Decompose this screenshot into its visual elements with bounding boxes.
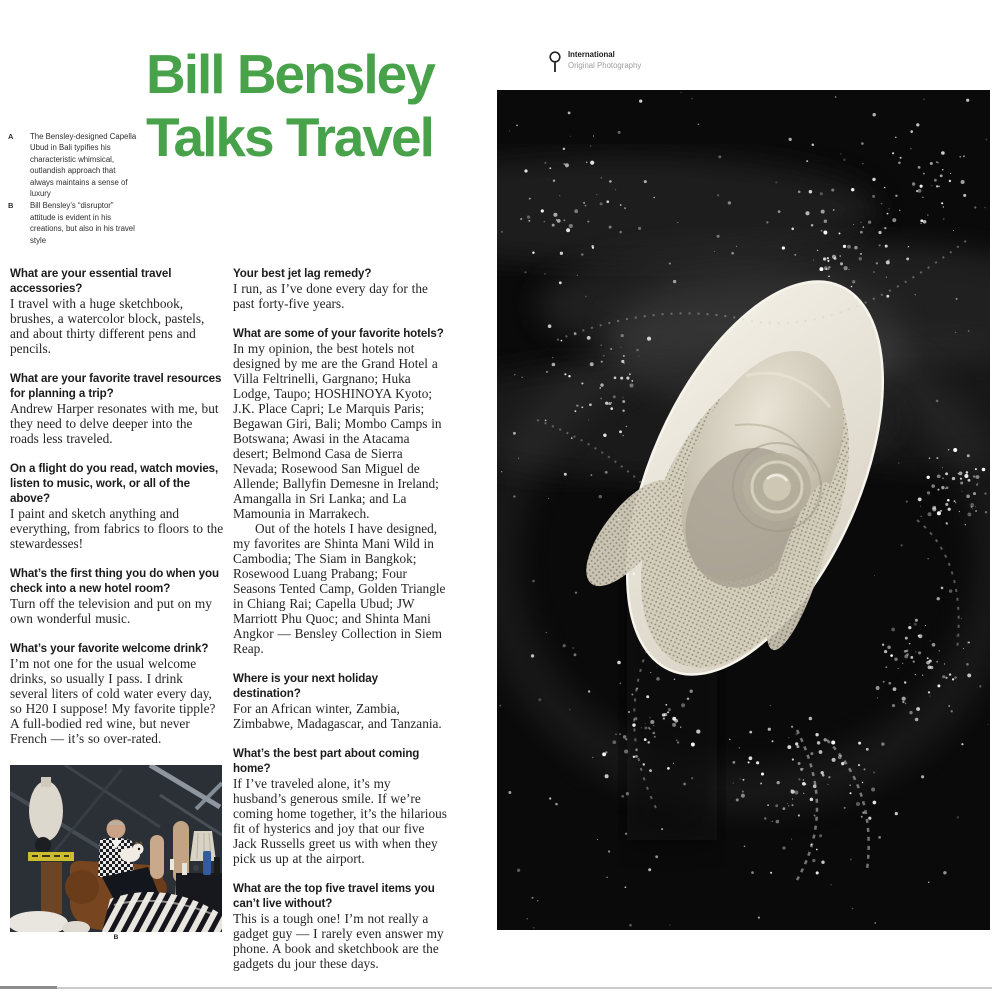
- answer-text: If I’ve traveled alone, it’s my husband’s generous smile. If we’re coming home together, it’s the hilarious fit of hysterics and joy that our five Jack Russells greet us with when they pick us up at the airport.: [233, 776, 447, 866]
- qa-block: [10, 371, 224, 446]
- question-text: What’s the first thing you do when you check into a new hotel room?: [10, 567, 219, 595]
- answer-text: For an African winter, Zambia, Zimbabwe, Madagascar, and Tanzania.: [233, 701, 442, 731]
- studio-portrait-photo: [10, 765, 222, 941]
- caption-text-b: Bill Bensley’s “disruptor” attitude is evident in his creations, but also in his travel style: [30, 201, 135, 245]
- bathtub-photo: [497, 90, 990, 930]
- caption-marker-b: B: [8, 201, 14, 211]
- question-text: What’s the best part about coming home?: [233, 747, 420, 775]
- question-text: Your best jet lag remedy?: [233, 267, 372, 280]
- header-sublabel: Original Photography: [568, 60, 642, 70]
- page-title-line2: Talks Travel: [146, 106, 433, 168]
- reading-progress-fill[interactable]: [0, 986, 57, 989]
- qa-block: [10, 266, 224, 356]
- answer-text: In my opinion, the best hotels not designed by me are the Grand Hotel a Villa Feltrinelli, Gargnano; Huka Lodge, Taupo; HOSHINOYA Kyoto; J.K. Place Capri; Le Marquis Paris; Begawan Giri, Bali; Mombo Camps in Botswana; Awasi in the Atacama desert; Belmond Casa de Sierra Nevada; Rosewood San Miguel de Allende; Ballyfin Demesne in Ireland; Amangalla in Sri Lanka; and La Mamounia in Marrakech.: [233, 341, 442, 521]
- question-text: What are your favorite travel resources for planning a trip?: [10, 372, 222, 400]
- location-pin-icon: [549, 51, 561, 76]
- qa-column-2: [233, 266, 447, 986]
- caption-text-a: The Bensley-designed Capella Ubud in Bali typifies his characteristic whimsical, outlandish approach that always maintains a sense of luxury: [30, 132, 137, 199]
- header-labels: [568, 50, 641, 71]
- caption-item-b: [8, 200, 140, 246]
- qa-block: [233, 326, 447, 656]
- answer-text: Andrew Harper resonates with me, but they need to delve deeper into the roads less traveled.: [10, 401, 219, 446]
- qa-block: [233, 671, 447, 731]
- page-title-line1: Bill Bensley: [146, 43, 434, 105]
- bathtub-image: [497, 90, 990, 930]
- caption-marker-a: A: [8, 132, 14, 141]
- question-text: What are the top five travel items you can’t live without?: [233, 882, 435, 910]
- answer-text: I run, as I’ve done every day for the past forty-five years.: [233, 281, 428, 311]
- question-text: What are some of your favorite hotels?: [233, 327, 444, 340]
- reading-progress-bar[interactable]: [0, 987, 992, 989]
- question-text: What are your essential travel accessories?: [10, 267, 172, 295]
- answer-text: I travel with a huge sketchbook, brushes, a watercolor block, pastels, and about thirty different pens and pencils.: [10, 296, 205, 356]
- qa-column-1: [10, 266, 224, 761]
- question-text: On a flight do you read, watch movies, listen to music, work, or all of the above?: [10, 462, 219, 505]
- qa-block: [233, 266, 447, 311]
- qa-block: [10, 461, 224, 551]
- qa-block: [10, 641, 224, 746]
- question-text: Where is your next holiday destination?: [233, 672, 378, 700]
- answer-text: I paint and sketch anything and everything, from fabrics to floors to the stewardesses!: [10, 506, 224, 551]
- caption-item-a: [8, 131, 140, 199]
- right-page-header: [549, 50, 641, 76]
- page-title: [146, 43, 434, 169]
- answer-text: Turn off the television and put on my own wonderful music.: [10, 596, 212, 626]
- header-label: International: [568, 50, 615, 59]
- answer-text: I’m not one for the usual welcome drinks, so usually I pass. I drink several liters of cold water every day, so H20 I suppose! My favorite tipple? A full-bodied red wine, but never French — it’s so over-rated.: [10, 656, 216, 746]
- studio-portrait-image: [10, 765, 222, 932]
- photo-caption-marker: B: [113, 934, 119, 941]
- qa-block: [10, 566, 224, 626]
- question-text: What’s your favorite welcome drink?: [10, 642, 209, 655]
- answer-text-continued: Out of the hotels I have designed, my favorites are Shinta Mani Wild in Cambodia; The Siam in Bangkok; Rosewood Luang Prabang; Four Seasons Tented Camp, Golden Triangle in Chiang Rai; Capella Ubud; JW Marriott Phu Quoc; and Shinta Mani Angkor — Bensley Collection in Siem Reap.: [233, 521, 446, 656]
- qa-block: [233, 881, 447, 971]
- image-captions: [8, 131, 140, 247]
- answer-text: This is a tough one! I’m not really a gadget guy — I rarely even answer my phone. A book and sketchbook are the gadgets du jour these days.: [233, 911, 444, 971]
- qa-block: [233, 746, 447, 866]
